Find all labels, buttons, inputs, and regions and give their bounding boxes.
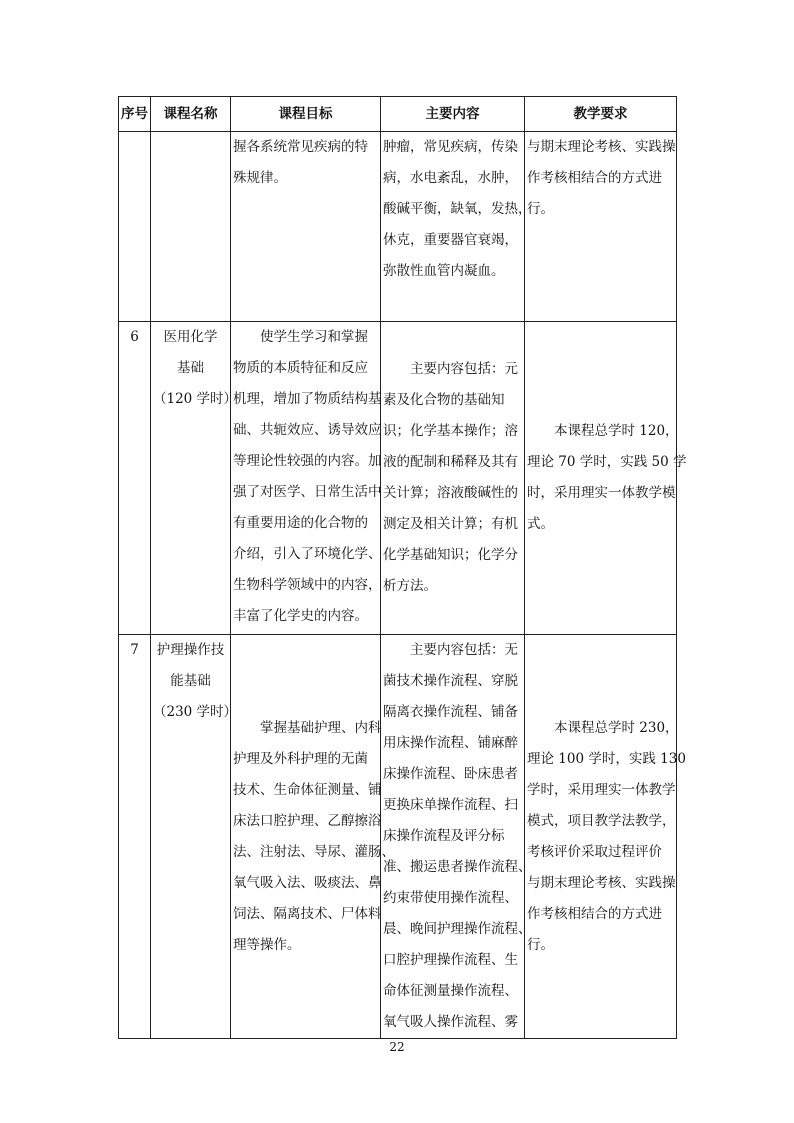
cell-requirement	[525, 132, 677, 322]
cell-goal	[231, 132, 381, 322]
course-table	[118, 96, 687, 1039]
table-row	[119, 635, 677, 1039]
cell-no: 6	[119, 322, 151, 635]
name-line: 基础	[177, 360, 204, 376]
goal-line: 础、共轭效应、诱导效应	[233, 422, 382, 438]
requirement-line: 本课程总学时 120，	[554, 423, 679, 439]
page-number: 22	[389, 1040, 405, 1054]
goal-line: 技术、生命体征测量、铺	[233, 781, 382, 798]
goal-line: 饲法、隔离技术、尸体料	[233, 905, 382, 922]
header-no: 序号	[119, 97, 151, 132]
requirement-line: 行。	[527, 201, 554, 217]
cell-content	[381, 132, 532, 322]
name-line: 能基础	[170, 673, 211, 689]
header-course-name: 课程名称	[151, 97, 231, 132]
requirement-line: 作考核相结合的方式进	[527, 170, 662, 186]
content-line: 床操作流程及评分标	[383, 828, 505, 844]
content-line: 关计算；溶液酸碱性的	[383, 485, 518, 501]
goal-line: 介绍，引入了环境化学、	[233, 546, 382, 562]
content-line: 命体征测量操作流程、	[383, 983, 518, 999]
content-line: 主要内容包括：元	[410, 361, 518, 377]
content-line: 析方法。	[383, 578, 437, 594]
requirement-line: 理论 100 学时，实践 130	[527, 750, 686, 767]
content-line: 更换床单操作流程、扫	[383, 797, 518, 813]
content-line: 口腔护理操作流程、生	[383, 952, 518, 968]
content-line: 测定及相关计算；有机	[383, 516, 518, 532]
goal-line: 法、注射法、导尿、灌肠、	[233, 843, 395, 860]
goal-line: 氧气吸入法、吸痰法、鼻	[233, 874, 382, 891]
requirement-line: 式。	[527, 516, 554, 532]
cell-no	[119, 132, 151, 322]
cell-requirement	[525, 322, 687, 635]
requirement-line: 学时，采用理实一体教学	[527, 781, 676, 798]
name-line: 护理操作技	[156, 642, 225, 658]
name-line: （120 学时）	[153, 391, 238, 407]
content-line: 准、搬运患者操作流程、	[383, 859, 532, 875]
content-line: 弥散性血管内凝血。	[383, 263, 505, 279]
cell-requirement	[525, 635, 686, 1039]
goal-line: 强了对医学、日常生活中	[233, 484, 382, 500]
cell-name	[151, 635, 238, 1039]
content-line: 菌技术操作流程、穿脱	[383, 673, 518, 689]
content-line: 肿瘤，常见疾病，传染	[383, 139, 518, 155]
requirement-line: 考核评价采取过程评价	[527, 843, 662, 860]
goal-line: 生物科学领域中的内容，	[233, 577, 382, 593]
goal-line: 使学生学习和掌握	[260, 329, 368, 345]
cell-content	[381, 322, 525, 635]
requirement-line: 与期末理论考核、实践操	[527, 139, 676, 155]
content-line: 晨、晚间护理操作流程、	[383, 921, 532, 937]
requirement-line: 模式，项目教学法教学，	[527, 812, 676, 829]
header-main-content: 主要内容	[381, 97, 525, 132]
requirement-line: 时，采用理实一体教学模	[527, 485, 676, 501]
content-line: 隔离衣操作流程、铺备	[383, 704, 518, 720]
requirement-line: 理论 70 学时，实践 50 学	[527, 454, 687, 470]
requirement-line: 作考核相结合的方式进	[527, 905, 662, 922]
content-line: 休克，重要器官衰竭，	[383, 232, 518, 248]
cell-name	[151, 132, 231, 322]
content-line: 病，水电紊乱，水肿，	[383, 170, 518, 186]
goal-line: 护理及外科护理的无菌	[233, 750, 368, 767]
goal-line: 等理论性较强的内容。加	[233, 453, 382, 469]
table-header-row	[119, 97, 677, 132]
cell-goal	[231, 635, 395, 1039]
goal-line: 丰富了化学史的内容。	[233, 608, 368, 624]
cell-name	[151, 322, 238, 635]
content-line: 化学基础知识；化学分	[383, 547, 518, 563]
name-line: 医用化学	[163, 329, 218, 345]
content-line: 约束带使用操作流程、	[383, 890, 518, 906]
content-line: 识；化学基本操作；溶	[383, 423, 518, 439]
cell-no: 7	[119, 635, 151, 1039]
header-course-goal: 课程目标	[231, 97, 381, 132]
header-teaching-requirement: 教学要求	[525, 97, 677, 132]
requirement-line: 行。	[527, 936, 554, 953]
requirement-line: 本课程总学时 230，	[554, 719, 679, 736]
table-row	[119, 322, 677, 635]
goal-line: 有重要用途的化合物的	[233, 515, 368, 531]
goal-line: 掌握基础护理、内科	[260, 719, 382, 736]
content-line: 素及化合物的基础知	[383, 392, 505, 408]
content-line: 用床操作流程、铺麻醉	[383, 735, 518, 751]
goal-line: 理等操作。	[233, 936, 301, 953]
goal-line: 握各系统常见疾病的特	[233, 139, 368, 155]
name-line: （230 学时）	[153, 704, 238, 720]
requirement-line: 与期末理论考核、实践操	[527, 874, 676, 891]
goal-line: 床法口腔护理、乙醇擦浴	[233, 812, 382, 829]
content-line: 液的配制和稀释及其有	[383, 454, 518, 470]
content-line: 主要内容包括：无	[410, 642, 518, 658]
content-line: 酸碱平衡，缺氧，发热，	[383, 201, 532, 217]
table-row	[119, 132, 677, 322]
cell-goal	[231, 322, 381, 635]
goal-line: 机理，增加了物质结构基	[233, 391, 382, 407]
content-line: 床操作流程、卧床患者	[383, 766, 518, 782]
content-line: 氧气吸人操作流程、雾	[383, 1014, 518, 1030]
goal-line: 物质的本质特征和反应	[233, 360, 368, 376]
goal-line: 殊规律。	[233, 170, 287, 186]
cell-content	[381, 635, 532, 1039]
